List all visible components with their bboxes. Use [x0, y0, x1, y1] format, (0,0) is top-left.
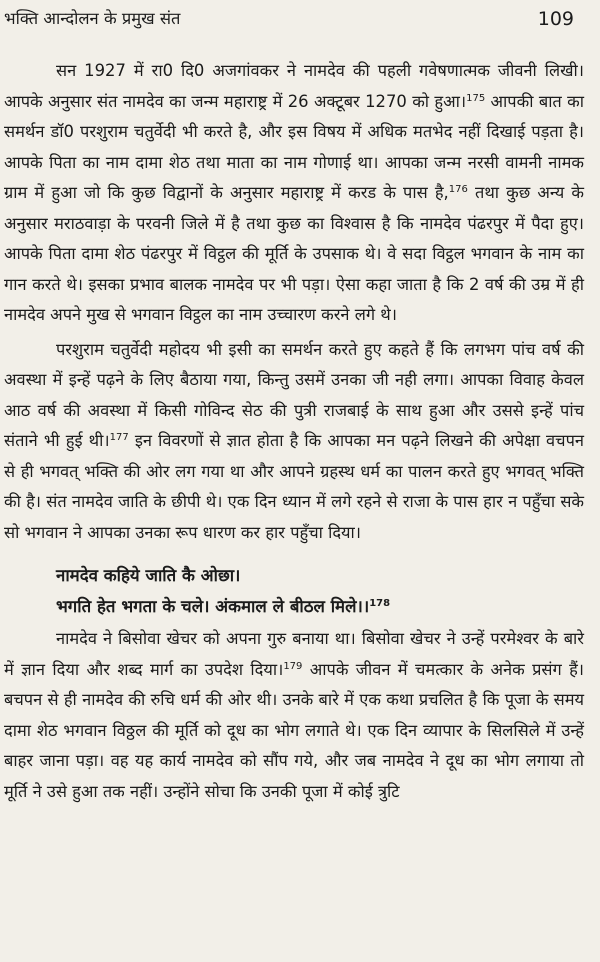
footnote-ref-177: 177 [109, 432, 129, 443]
paragraph-2-text: परशुराम चतुर्वेदी महोदय भी इसी का समर्थन करते हुए कहते हैं कि लगभग पांच वर्ष की अवस्था में इन्हें पढ़ने के लिए बैठाया गया, किन्तु उसमें उनका जी नही लगा। आपका विवाह केवल आठ वर्ष की अवस्था में किसी गोविन्द सेठ की पुत्री राजबाई के साथ हुआ और उससे इन्हें पांच संताने भी हुई थी। [4, 339, 584, 450]
paragraph-3-text-end: आपके जीवन में चमत्कार के अनेक प्रसंग हैं। बचपन से ही नामदेव की रुचि धर्म की ओर थी। उनके बारे में एक कथा प्रचलित है कि पूजा के समय दामा शेठ भगवान विठ्ठल की मूर्ति को दूध का भोग लगाते थे। एक दिन व्यापार के सिलसिले में उन्हें बाहर जाना पड़ा। वह यह कार्य नामदेव को सौंप गये, और जब नामदेव ने दूध का भोग लगाया तो मूर्ति ने उसे हुआ तक नहीं। उन्होंने सोचा कि उनकी पूजा में कोई त्रुटि [4, 659, 584, 801]
paragraph-1-text-cont: आपकी बात का समर्थन डॉ0 परशुराम चतुर्वेदी भी करते है, और इस विषय में अधिक मतभेद नहीं दिखाई पड़ता है। आपके पिता का नाम दामा शेठ तथा माता का नाम गोणाई था। आपका जन्म नरसी वामनी नामक ग्राम में हुआ जो कि कुछ विद्वानों के अनुसार महाराष्ट्र में करड के पास है, [4, 91, 584, 202]
paragraph-1-text: सन 1927 में रा0 दि0 अजगांवकर ने नामदेव की पहली गवेषणात्मक जीवनी लिखी। आपके अनुसार संत नामदेव का जन्म महाराष्ट्र में 26 अक्टूबर 1270 को हुआ। [4, 61, 584, 111]
footnote-ref-179: 179 [283, 660, 303, 672]
paragraph-3-text: नामदेव ने बिसोवा खेचर को अपना गुरु बनाया था। बिसोवा खेचर ने उन्हें परमेश्वर के बारे में ज्ञान दिया और शब्द मार्ग का उपदेश दिया। [4, 629, 584, 679]
paragraph-1 [4, 56, 584, 331]
paragraph-2-text-end: इन विवरणों से ज्ञात होता है कि आपका मन पढ़ने लिखने की अपेक्षा वचपन से ही भगवत् भक्ति की ओर लग गया था और आपने ग्रहस्थ धर्म का पालन करते हुए भगवत् भक्ति की है। संत नामदेव जाति के छीपी थे। एक दिन ध्यान में लगे रहने से राजा के पास हार न पहुँचा सके सो भगवान ने आपका उनका रूप धारण कर हार पहुँचा दिया। [4, 431, 584, 542]
verse-line-2-text: भगति हेत भगता के चले। अंकमाल ले बीठल मिले।। [56, 595, 370, 616]
footnote-ref-175: 175 [466, 92, 486, 104]
paragraph-2 [4, 335, 584, 549]
footnote-ref-178: 178 [369, 597, 391, 609]
page-number: 109 [537, 8, 574, 30]
body-text [4, 56, 584, 807]
footnote-ref-176: 176 [448, 184, 468, 195]
page-header [0, 6, 600, 32]
verse-line-2 [56, 591, 584, 622]
verse-line-1: नामदेव कहिये जाति कै ओछा। [56, 565, 241, 585]
running-title: भक्ति आन्दोलन के प्रमुख संत [4, 9, 181, 28]
paragraph-3 [4, 624, 584, 807]
paragraph-1-text-end: तथा कुछ अन्य के अनुसार मराठवाड़ा के परवनी जिले में है तथा कुछ का विश्वास है कि नामदेव पंढरपुर में पैदा हुए। आपके पिता दामा शेठ पंढरपुर में विट्ठल की मूर्ति के उपसाक थे। वे सदा विट्ठल भगवान के नाम का गान करते थे। इसका प्रभाव बालक नामदेव पर भी पड़ा। ऐसा कहा जाता है कि 2 वर्ष की उम्र में ही नामदेव अपने मुख से भगवान विट्ठल का नाम उच्चारण करने लगे थे। [4, 183, 584, 324]
